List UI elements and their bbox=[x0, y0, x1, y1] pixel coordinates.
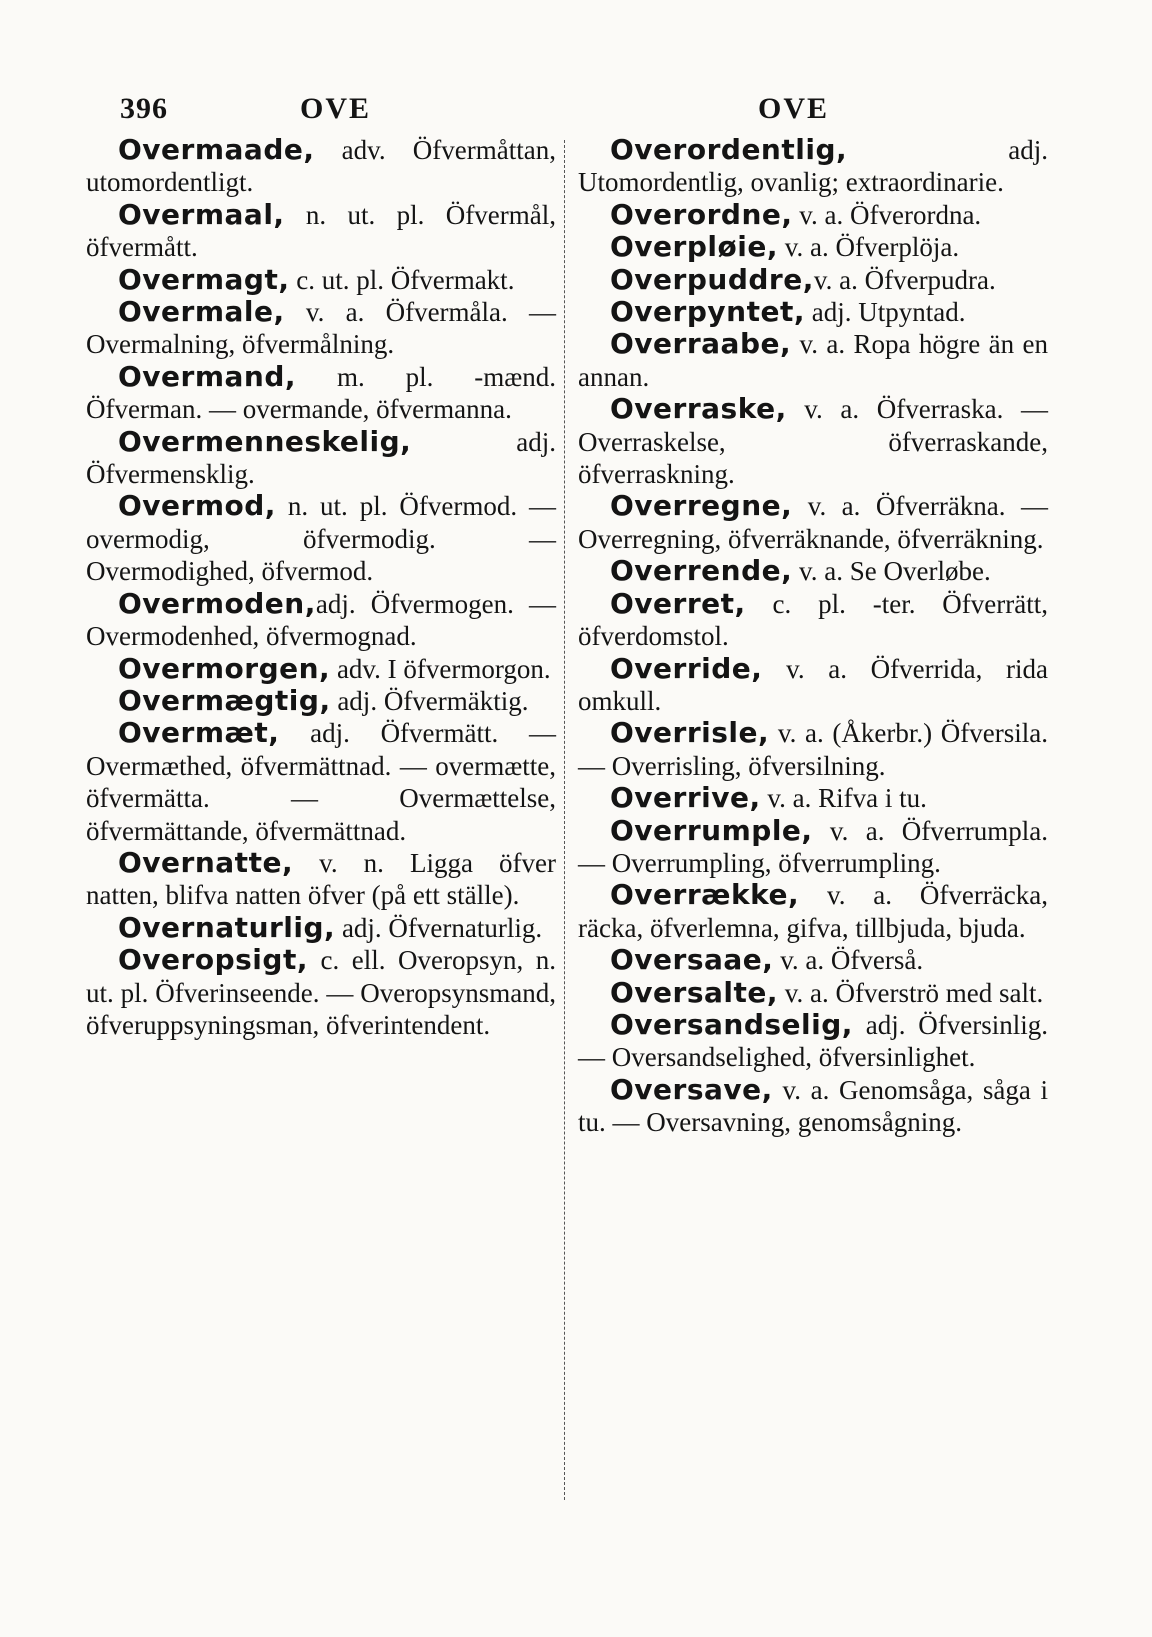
entry-headword: Overpuddre, bbox=[610, 262, 814, 296]
entry-definition: adj. Öfvermogen. — Overmodenhed, öfvermognad. bbox=[86, 588, 556, 652]
entry-definition: v. a. Öfverordna. bbox=[792, 199, 982, 230]
dictionary-entry bbox=[578, 1009, 1048, 1074]
entry-headword: Overret, bbox=[610, 586, 746, 620]
entry-headword: Overmaade, bbox=[118, 133, 315, 166]
dictionary-entry bbox=[578, 879, 1048, 944]
dictionary-entry bbox=[578, 199, 1048, 231]
entry-headword: Overmaal, bbox=[118, 197, 285, 231]
entry-headword: Oversalte, bbox=[610, 975, 779, 1009]
page-number: 396 bbox=[120, 92, 168, 125]
entry-definition: adj. Öfvernaturlig. bbox=[335, 912, 543, 943]
entry-definition: v. a. Öfverpudra. bbox=[813, 264, 996, 295]
dictionary-entry bbox=[578, 815, 1048, 880]
entry-headword: Overmale, bbox=[118, 295, 285, 329]
entry-headword: Overregne, bbox=[610, 489, 793, 523]
dictionary-entry bbox=[578, 555, 1048, 587]
entry-headword: Overmoden, bbox=[118, 586, 316, 620]
dictionary-entry bbox=[86, 490, 556, 587]
entry-headword: Overordne, bbox=[610, 197, 793, 231]
entry-headword: Overmorgen, bbox=[118, 651, 331, 685]
entry-headword: Overnaturlig, bbox=[118, 910, 336, 944]
dictionary-entry bbox=[578, 296, 1048, 328]
entry-headword: Oversaae, bbox=[610, 943, 774, 977]
entry-headword: Overpyntet, bbox=[610, 295, 805, 329]
entry-definition: m. pl. -mænd. Öfverman. — overmande, öfvermanna. bbox=[86, 361, 556, 425]
entry-headword: Oversandselig, bbox=[610, 1007, 853, 1041]
column-divider bbox=[564, 140, 565, 1500]
entry-definition: c. ell. Overopsyn, n. ut. pl. Öfverinseende. — Overopsynsmand, öfveruppsyningsman, öfverintendent. bbox=[86, 945, 556, 1040]
dictionary-entry bbox=[86, 361, 556, 426]
entry-headword: Overraabe, bbox=[610, 327, 792, 361]
entry-definition: adj. Öfvermensklig. bbox=[86, 426, 556, 490]
entry-definition: adj. Öfversinlig. — Oversandselighed, öfversinlighet. bbox=[578, 1009, 1048, 1073]
dictionary-entry bbox=[578, 977, 1048, 1009]
entry-headword: Overmand, bbox=[118, 359, 297, 393]
entry-definition: v. a. Öfverströ med salt. bbox=[778, 977, 1044, 1008]
dictionary-entry bbox=[578, 588, 1048, 653]
entry-headword: Overrumple, bbox=[610, 813, 813, 847]
dictionary-entry bbox=[86, 653, 556, 685]
entry-definition: n. ut. pl. Öfvermål, öfvermått. bbox=[86, 199, 556, 263]
entry-headword: Overmægtig, bbox=[118, 683, 331, 717]
dictionary-entry bbox=[578, 231, 1048, 263]
dictionary-entry bbox=[578, 264, 1048, 296]
entry-headword: Overrende, bbox=[610, 554, 793, 588]
dictionary-entry bbox=[578, 782, 1048, 814]
dictionary-entry bbox=[86, 199, 556, 264]
right-guide-word: OVE bbox=[758, 92, 830, 125]
dictionary-entry bbox=[86, 717, 556, 847]
entry-headword: Overmod, bbox=[118, 489, 276, 523]
entry-definition: v. a. Öfverrida, rida omkull. bbox=[578, 653, 1048, 716]
entry-definition: adj. Öfvermätt. — Overmæthed, öfvermättnad. — overmætte, öfvermätta. — Overmættelse, öfvermättande, öfvermättnad. bbox=[86, 718, 556, 846]
entry-definition: v. a. Genomsåga, såga i tu. — Oversavning, genomsågning. bbox=[578, 1074, 1048, 1138]
entry-headword: Overrisle, bbox=[610, 716, 770, 750]
left-guide-word: OVE bbox=[300, 92, 372, 125]
entry-headword: Overmenneskelig, bbox=[118, 424, 412, 458]
entry-definition: v. a. Öfverså. bbox=[773, 945, 924, 976]
dictionary-entry bbox=[578, 1074, 1048, 1139]
entry-definition: v. a. Rifva i tu. bbox=[760, 783, 927, 814]
dictionary-entry bbox=[578, 717, 1048, 782]
entry-definition: adv. I öfvermorgon. bbox=[330, 653, 551, 684]
dictionary-entry bbox=[86, 264, 556, 296]
entry-definition: v. a. Öfverplöja. bbox=[777, 232, 960, 263]
entry-definition: v. a. Öfvermåla. — Overmalning, öfvermålning. bbox=[86, 297, 556, 360]
dictionary-entry bbox=[578, 653, 1048, 718]
dictionary-entry bbox=[86, 588, 556, 653]
entry-headword: Oversave, bbox=[610, 1072, 773, 1106]
entry-headword: Overopsigt, bbox=[118, 943, 308, 977]
entry-definition: v. a. Öfverräkna. — Overregning, öfverräknande, öfverräkning. bbox=[578, 491, 1048, 554]
entry-definition: v. a. (Åkerbr.) Öfversila. — Overrisling, öfversilning. bbox=[578, 718, 1048, 781]
entry-definition: v. a. Öfverräcka, räcka, öfverlemna, gifva, tillbjuda, bjuda. bbox=[578, 880, 1048, 943]
entry-definition: c. pl. -ter. Öfverrätt, öfverdomstol. bbox=[578, 588, 1048, 652]
dictionary-entry bbox=[86, 944, 556, 1041]
entry-headword: Overmagt, bbox=[118, 262, 290, 296]
entry-definition: v. a. Öfverrumpla. — Overrumpling, öfverrumpling. bbox=[578, 815, 1048, 878]
dictionary-entry bbox=[578, 490, 1048, 555]
right-column bbox=[578, 134, 1048, 1139]
left-column bbox=[86, 134, 556, 1041]
entry-definition: adj. Öfvermäktig. bbox=[330, 685, 529, 716]
entry-headword: Overnatte, bbox=[118, 845, 294, 879]
dictionary-entry bbox=[86, 134, 556, 199]
entry-definition: adj. Utomordentlig, ovanlig; extraordinarie. bbox=[578, 135, 1048, 198]
entry-definition: c. ut. pl. Öfvermakt. bbox=[289, 264, 515, 295]
dictionary-entry bbox=[578, 328, 1048, 393]
dictionary-entry bbox=[578, 944, 1048, 976]
entry-definition: adv. Öfvermåttan, utomordentligt. bbox=[86, 135, 556, 198]
entry-headword: Overraske, bbox=[610, 392, 787, 426]
entry-definition: v. a. Ropa högre än en annan. bbox=[578, 329, 1048, 392]
dictionary-entry bbox=[86, 296, 556, 361]
dictionary-entry bbox=[86, 912, 556, 944]
dictionary-entry bbox=[86, 685, 556, 717]
dictionary-entry bbox=[578, 393, 1048, 490]
entry-headword: Override, bbox=[610, 651, 763, 685]
entry-headword: Overmæt, bbox=[118, 716, 280, 750]
entry-definition: v. n. Ligga öfver natten, blifva natten öfver (på ett ställe). bbox=[86, 847, 556, 911]
entry-headword: Overrække, bbox=[610, 878, 800, 912]
entry-headword: Overordentlig, bbox=[610, 133, 848, 166]
entry-headword: Overpløie, bbox=[610, 230, 778, 264]
entry-definition: v. a. Se Overløbe. bbox=[792, 556, 991, 587]
dictionary-entry bbox=[86, 426, 556, 491]
entry-definition: v. a. Öfverraska. — Overraskelse, öfverraskande, öfverraskning. bbox=[578, 394, 1048, 490]
dictionary-entry bbox=[86, 847, 556, 912]
dictionary-entry bbox=[578, 134, 1048, 199]
entry-definition: n. ut. pl. Öfvermod. — overmodig, öfvermodig. — Overmodighed, öfvermod. bbox=[86, 491, 556, 587]
entry-headword: Overrive, bbox=[610, 781, 761, 815]
entry-definition: adj. Utpyntad. bbox=[804, 297, 966, 328]
